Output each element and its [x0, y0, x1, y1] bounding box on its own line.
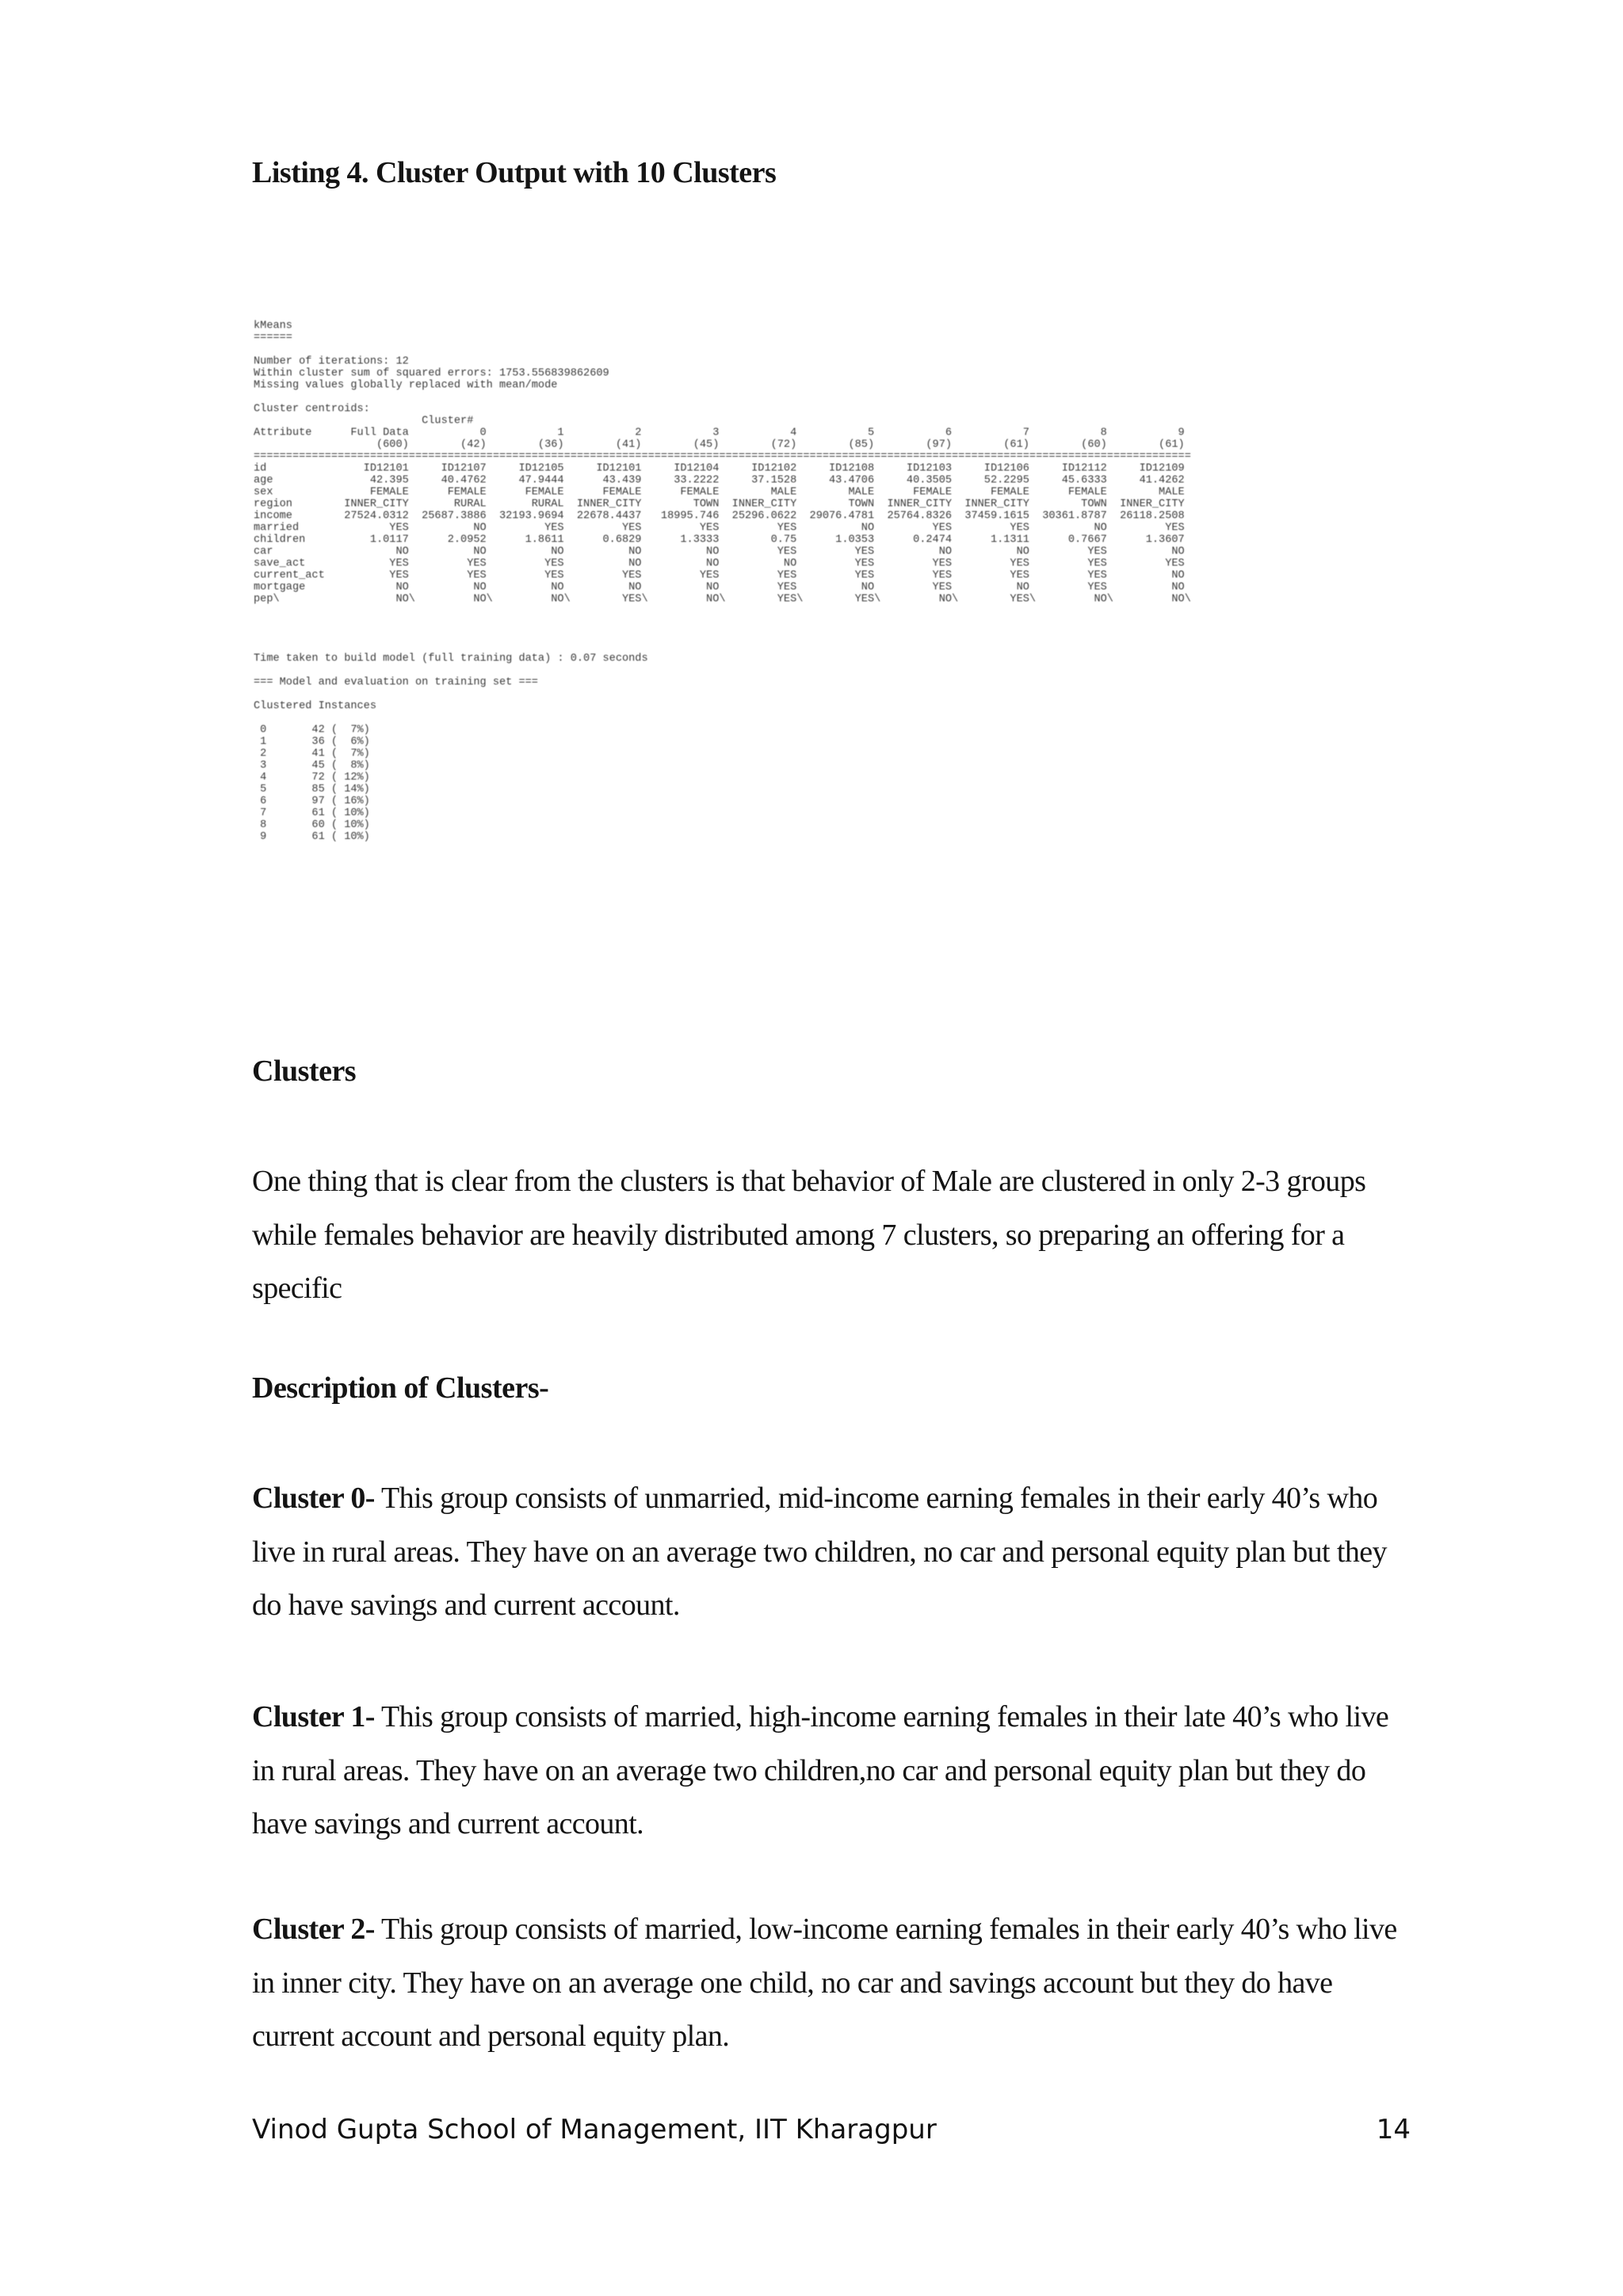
listing-title: Listing 4. Cluster Output with 10 Clusters [252, 156, 777, 189]
clusters-heading: Clusters [252, 1055, 357, 1088]
cluster-1-label: Cluster 1- [252, 1700, 375, 1733]
cluster-0-description [252, 1472, 1409, 1633]
cluster-1-text: This group consists of married, high-income earning females in their late 40’s who live in rural areas. They have on an average two children,no car and personal equity plan but they do have savings and current account. [252, 1700, 1389, 1840]
cluster-2-label: Cluster 2- [252, 1913, 375, 1946]
cluster-2-description [252, 1903, 1409, 2064]
footer-institution: Vinod Gupta School of Management, IIT Kharagpur [252, 2114, 937, 2145]
page-number: 14 [1376, 2114, 1411, 2145]
cluster-2-text: This group consists of married, low-income earning females in their early 40’s who live in inner city. They have on an average one child, no car and savings account but they do have current account and personal equity plan. [252, 1913, 1397, 2053]
intro-paragraph: One thing that is clear from the clusters is that behavior of Male are clustered in only 2-3 groups while females behavior are heavily distributed among 7 clusters, so preparing an offering for a specific [252, 1165, 1366, 1305]
cluster-1-description [252, 1691, 1409, 1852]
weka-cluster-output: kMeans ====== Number of iterations: 12 Within cluster sum of squared errors: 1753.556839862609 Missing values globally replaced with mean/mode Cluster centroids: Cluster# Attribute Full Data 0 1 2 3 4 5 6 7 8 9 (600) (42) (36) (41) (45) (72) (85) (97) (61) (60) (61) ================================================================================================================================================= id ID12101 ID12107 ID12105 ID12101 ID12104 ID12102 ID12108 ID12103 ID12106 ID12112 ID12109 age 42.395 40.4762 47.9444 43.439 33.2222 37.1528 43.4706 40.3505 52.2295 45.6333 41.4262 sex FEMALE FEMALE FEMALE FEMALE FEMALE MALE MALE FEMALE FEMALE FEMALE MALE region INNER_CITY RURAL RURAL INNER_CITY TOWN INNER_CITY TOWN INNER_CITY INNER_CITY TOWN INNER_CITY income 27524.0312 25687.3886 32193.9694 22678.4437 18995.746 25296.0622 29076.4781 25764.8326 37459.1615 30361.8787 26118.2508 married YES NO YES YES YES YES NO YES YES NO YES children 1.0117 2.0952 1.8611 0.6829 1.3333 0.75 1.0353 0.2474 1.1311 0.7667 1.3607 car NO NO NO NO NO YES YES NO NO YES NO save_act YES YES YES NO NO NO YES YES YES YES YES current_act YES YES YES YES YES YES YES YES YES YES NO mortgage NO NO NO NO NO YES NO YES NO YES NO pep\ NO\ NO\ NO\ YES\ NO\ YES\ YES\ NO\ YES\ NO\ NO\ Time taken to build model (full training data) : 0.07 seconds === Model and evaluation on training set === Clustered Instances 0 42 ( 7%) 1 36 ( 6%) 2 41 ( 7%) 3 45 ( 8%) 4 72 ( 12%) 5 85 ( 14%) 6 97 ( 16%) 7 61 ( 10%) 8 60 ( 10%) 9 61 ( 10%) [254, 320, 1191, 843]
description-heading: Description of Clusters- [252, 1371, 549, 1405]
cluster-0-text: This group consists of unmarried, mid-income earning females in their early 40’s who live in rural areas. They have on an average two children, no car and personal equity plan but they do have savings and current account. [252, 1482, 1387, 1622]
cluster-0-label: Cluster 0- [252, 1482, 375, 1515]
